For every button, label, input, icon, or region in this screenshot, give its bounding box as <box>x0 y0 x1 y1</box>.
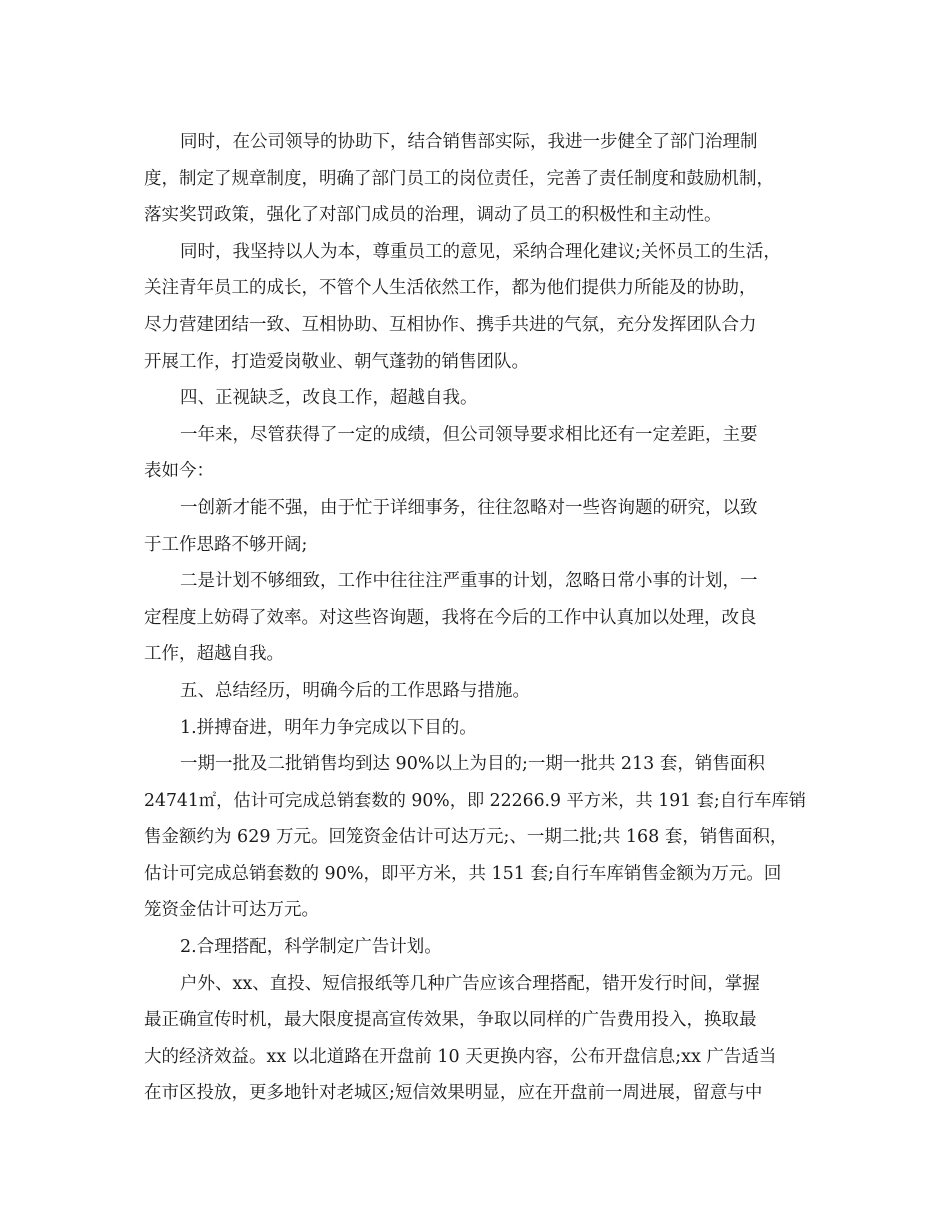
document-body <box>144 124 814 1112</box>
text-line: 一期一批及二批销售均到达 90%以上为目的;一期一批共 213 套，销售面积 <box>180 754 765 775</box>
text-line: 定程度上妨碍了效率。对这些咨询题，我将在今后的工作中认真加以处理，改良 <box>144 607 757 628</box>
text-line: 估计可完成总销套数的 90%，即平方米，共 151 套;自行车库销售金额为万元。回 <box>144 863 782 884</box>
text-line: 四、正视缺乏，改良工作，超越自我。 <box>180 388 478 409</box>
text-line: 同时，在公司领导的协助下，结合销售部实际，我进一步健全了部门治理制 <box>180 132 758 152</box>
text-line: 24741㎡，估计可完成总销套数的 90%，即 22266.9 平方米，共 191 套;自行车库销 <box>144 790 806 811</box>
text-line: 工作，超越自我。 <box>144 644 284 665</box>
text-line: 大的经济效益。xx 以北道路在开盘前 10 天更换内容，公布开盘信息;xx 广告适当 <box>144 1046 777 1067</box>
text-line: 2.合理搭配，科学制定广告计划。 <box>180 937 442 958</box>
text-line: 在市区投放，更多地针对老城区;短信效果明显，应在开盘前一周进展，留意与中 <box>144 1083 763 1104</box>
text-line: 关注青年员工的成长，不管个人生活依然工作，都为他们提供力所能及的协助， <box>144 278 757 299</box>
text-line: 度，制定了规章制度，明确了部门员工的岗位责任，完善了责任制度和鼓励机制， <box>144 168 774 189</box>
text-line: 最正确宣传时机，最大限度提高宣传效果，争取以同样的广告费用投入，换取最 <box>144 1010 757 1031</box>
text-line: 开展工作，打造爱岗敬业、朝气蓬勃的销售团队。 <box>144 351 529 372</box>
text-line: 表如今： <box>144 461 214 482</box>
text-line: 同时，我坚持以人为本，尊重员工的意见，采纳合理化建议;关怀员工的生活， <box>180 241 781 262</box>
text-line: 户外、xx、直投、短信报纸等几种广告应该合理搭配，错开发行时间，掌握 <box>180 973 760 994</box>
text-line: 二是计划不够细致，工作中往往注严重事的计划，忽略日常小事的计划，一 <box>180 571 758 592</box>
text-line: 五、总结经历，明确今后的工作思路与措施。 <box>180 680 530 701</box>
text-line: 售金额约为 629 万元。回笼资金估计可达万元;、一期二批;共 168 套，销售面积， <box>144 827 788 848</box>
text-line: 一年来，尽管获得了一定的成绩，但公司领导要求相比还有一定差距，主要 <box>180 424 758 445</box>
text-line: 笼资金估计可达万元。 <box>144 900 319 921</box>
text-line: 一创新才能不强，由于忙于详细事务，往往忽略对一些咨询题的研究，以致 <box>180 497 758 518</box>
text-line: 落实奖罚政策，强化了对部门成员的治理，调动了员工的积极性和主动性。 <box>144 205 722 226</box>
text-line: 于工作思路不够开阔; <box>144 534 308 555</box>
text-line: 1.拼搏奋进，明年力争完成以下目的。 <box>180 717 477 738</box>
text-line: 尽力营建团结一致、互相协助、互相协作、携手共进的气氛，充分发挥团队合力 <box>144 314 757 335</box>
